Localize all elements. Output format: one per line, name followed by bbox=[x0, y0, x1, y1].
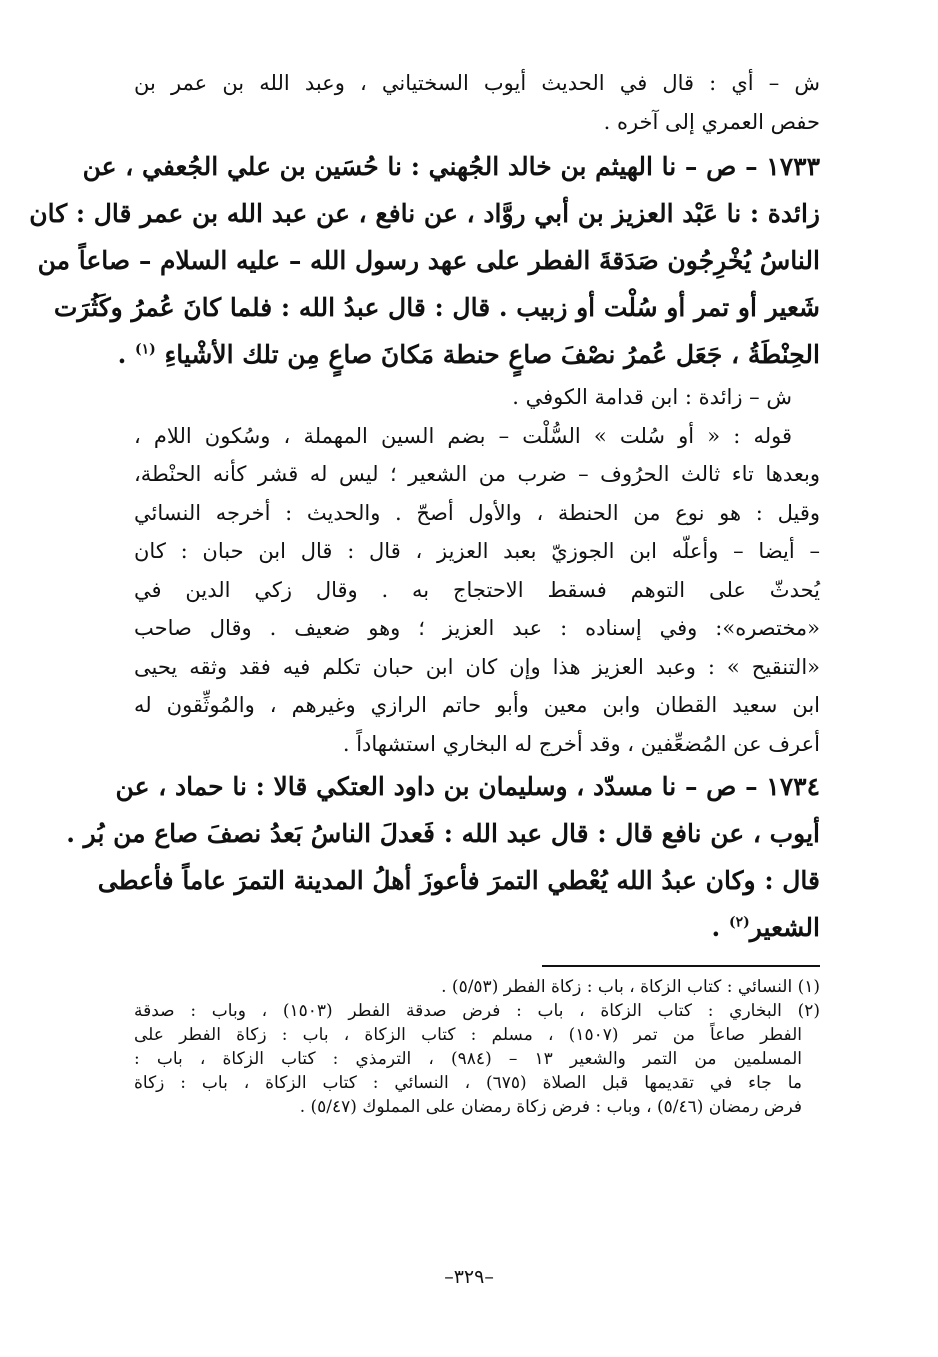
page-number: –٣٢٩– bbox=[444, 1266, 494, 1288]
footnote-2-line: (٢) البخاري : كتاب الزكاة ، باب : فرض صدقة الفطر (١٥٠٣) ، وباب : صدقة bbox=[134, 1001, 821, 1021]
text-line: ش – أي : قال في الحديث أيوب السختياني ، وعبد الله بن عمر بن bbox=[134, 71, 820, 95]
hadith-1733 bbox=[29, 143, 820, 378]
footnotes bbox=[134, 975, 820, 1119]
line-end: . bbox=[711, 913, 721, 942]
text-line: ابن سعيد القطان وابن معين وأبو حاتم الرازي وغيرهم ، والمُوثِّقون له bbox=[134, 693, 820, 717]
text-line: وبعدها تاء ثالث الحرُوف – ضرب من الشعير ؛ ليس له قشر كأنه الحنْطة، bbox=[134, 462, 820, 486]
text-line: – أيضا – وأعلّه ابن الجوزيّ بعبد العزيز ، قال : قال ابن حبان : كان bbox=[134, 539, 820, 563]
text-line bbox=[134, 904, 820, 951]
line-text: الحِنْطَةُ ، جَعَل عُمرُ نصْفَ صاعٍ حنطة مَكانَ صاعٍ مِن تلك الأشْياءِ bbox=[164, 340, 820, 369]
footnote-2-line: المسلمين من التمر والشعير ١٣ – (٩٨٤) ، الترمذي : كتاب الزكاة ، باب : bbox=[134, 1049, 802, 1069]
text-line: زائدة : نا عَبْد العزيز بن أبي روَّاد ، عن نافع ، عن عبد الله بن عمر قال : كان bbox=[29, 199, 820, 228]
footnote-2-line: فرض رمضان (٥/٤٦) ، وباب : فرض زكاة رمضان على المملوك (٥/٤٧) . bbox=[299, 1097, 802, 1117]
text-line bbox=[117, 331, 820, 378]
text-line: قوله : « أو سُلت » السُّلْت – بضم السين المهملة ، وسُكون اللام ، bbox=[134, 423, 792, 448]
text-line: «مختصره»: وفي إسناده : عبد العزيز ؛ وهو ضعيف . وقال صاحب bbox=[134, 616, 820, 640]
text-line: شَعير أو تمر أو سُلْت أو زبيب . قال : قال عبدُ الله : فلما كانَ عُمرُ وكَثُرَت bbox=[53, 293, 820, 322]
text-line: «التنقيح » : وعبد العزيز هذا وإن كان ابن حبان تكلم فيه فقد وثقه يحيى bbox=[134, 654, 820, 679]
footnote-separator bbox=[542, 965, 820, 967]
text-line: الناسُ يُخْرِجُون صَدَقةَ الفطر على عهد رسول الله – عليه السلام – صاعاً من bbox=[37, 246, 820, 275]
footnote-ref-1[interactable]: (١) bbox=[135, 341, 156, 358]
text-line: ١٧٣٤ – ص – نا مسدّد ، وسليمان بن داود العتكي قالا : نا حماد ، عن bbox=[115, 772, 820, 801]
text-line: قال : وكان عبدُ الله يُعْطي التمرَ فأعوزَ أهلُ المدينة التمرَ عاماً فأعطى bbox=[97, 866, 820, 895]
commentary-block-2 bbox=[134, 378, 820, 417]
line-end: . bbox=[117, 340, 127, 369]
text-line: أعرف عن المُضعِّفين ، وقد أخرج له البخاري استشهاداً . bbox=[342, 731, 820, 756]
footnote-separator-wrap bbox=[134, 965, 820, 967]
footnote-2-line: ما جاء في تقديمها قبل الصلاة (٦٧٥) ، النسائي : كتاب الزكاة ، باب : زكاة bbox=[134, 1073, 802, 1093]
text-line: حفص العمري إلى آخره . bbox=[603, 109, 820, 134]
text-line: ١٧٣٣ – ص – نا الهيثم بن خالد الجُهني : نا حُسَين بن علي الجُعفي ، عن bbox=[82, 152, 820, 181]
hadith-1734 bbox=[66, 763, 820, 951]
commentary-block-1 bbox=[134, 64, 820, 141]
text-line: وقيل : هو نوع من الحنطة ، والأول أصحّ . والحديث : أخرجه النسائي bbox=[134, 500, 820, 525]
footnote-ref-2[interactable]: (٢) bbox=[728, 914, 750, 931]
commentary-block-3 bbox=[134, 417, 820, 764]
text-line: يُحدثّ على التوهم فسقط الاحتجاج به . وقال زكي الدين في bbox=[134, 577, 820, 602]
line-text: الشعير bbox=[749, 913, 820, 942]
footnote-1: (١) النسائي : كتاب الزكاة ، باب : زكاة الفطر (٥/٥٣) . bbox=[441, 977, 820, 997]
footnote-2-line: الفطر صاعاً من تمر (١٥٠٧) ، مسلم : كتاب الزكاة ، باب : زكاة الفطر على bbox=[134, 1025, 802, 1045]
text-line: أيوب ، عن نافع قال : قال عبد الله : فَعدلَ الناسُ بَعدُ نصفَ صاع من بُر . bbox=[66, 819, 820, 848]
text-line: ش – زائدة : ابن قدامة الكوفي . bbox=[512, 385, 792, 409]
